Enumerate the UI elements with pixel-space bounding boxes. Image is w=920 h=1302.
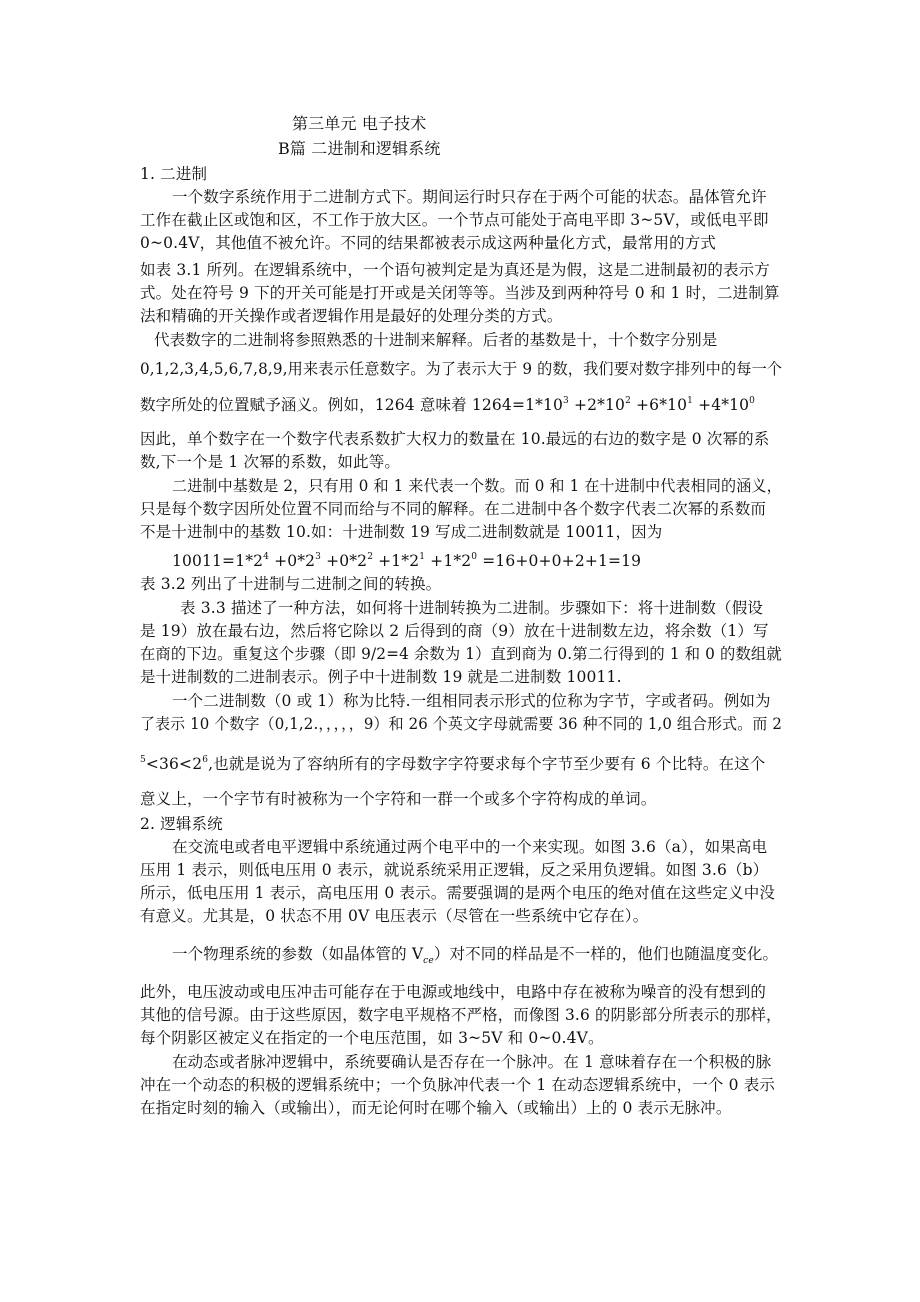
paragraph-line: 是 19）放在最右边，然后将它除以 2 后得到的商（9）放在十进制数左边，将余数（1）写	[140, 622, 769, 640]
text-segment: +2*10	[568, 396, 626, 414]
paragraph-line: 表 3.3 描述了一种方法，如何将十进制转换为二进制。步骤如下：将十进制数（假设	[180, 599, 764, 617]
paragraph-line: 在商的下边。重复这个步骤（即 9/2=4 余数为 1）直到商为 0.第二行得到的 1 和 0 的数组就	[140, 645, 782, 663]
text-segment: +0*2	[321, 552, 368, 570]
paragraph-line: 此外，电压波动或电压冲击可能存在于电源或地线中，电路中存在被称为噪音的没有想到的	[140, 983, 767, 1001]
text-segment: ）对不同的样品是不一样的，他们也随温度变化。	[433, 945, 779, 963]
exponent: 0	[749, 396, 756, 406]
unit-title: 第三单元 电子技术	[292, 114, 427, 133]
paragraph-line: 不是十进制中的基数 10.如：十进制数 19 写成二进制数就是 10011，因为	[140, 523, 663, 541]
exponent: 1	[687, 396, 694, 406]
chapter-title: B篇 二进制和逻辑系统	[278, 139, 441, 158]
exponent: 1	[419, 552, 426, 562]
paragraph-line: 其他的信号源。由于这些原因，数字电平规格不严格，而像图 3.6 的阴影部分所表示的那样，	[140, 1006, 782, 1024]
subscript: ce	[423, 956, 434, 966]
section-heading-logic: 2. 逻辑系统	[140, 815, 223, 833]
paragraph-line: 在指定时刻的输入（或输出），而无论何时在哪个输入（或输出）上的 0 表示无脉冲。	[140, 1099, 732, 1117]
paragraph-line: 代表数字的二进制将参照熟悉的十进制来解释。后者的基数是十，十个数字分别是	[154, 331, 718, 349]
paragraph-line: 一个二进制数（0 或 1）称为比特.一组相同表示形式的位称为字节，字或者码。例如为	[172, 692, 771, 710]
paragraph-line: 了表示 10 个数字（0,1,2.，，，，，9）和 26 个英文字母就需要 36 种不同的 1,0 组合形式。而 2	[140, 715, 782, 733]
paragraph-line: 0~0.4V，其他值不被允许。不同的结果都被表示成这两种量化方式，最常用的方式	[140, 234, 717, 252]
paragraph-line-formula	[140, 754, 765, 774]
text-segment: +1*2	[425, 552, 472, 570]
paragraph-line: 工作在截止区或饱和区，不工作于放大区。一个节点可能处于高电平即 3~5V，或低电平即	[140, 211, 769, 229]
exponent: 6	[202, 755, 209, 765]
text-segment: 一个物理系统的参数（如晶体管的 V	[172, 945, 424, 963]
paragraph-line: 如表 3.1 所列。在逻辑系统中，一个语句被判定是为真还是为假，这是二进制最初的表示方	[140, 261, 770, 279]
text-segment: +6*10	[630, 396, 688, 414]
exponent: 3	[315, 552, 322, 562]
paragraph-line: 只是每个数字因所处位置不同而给与不同的解释。在二进制中各个数字代表二次幂的系数而	[140, 500, 767, 518]
text-segment: ,也就是说为了容纳所有的字母数字字符要求每个字节至少要有 6 个比特。在这个	[208, 755, 766, 773]
section-heading-binary: 1. 二进制	[140, 165, 208, 183]
text-segment: 数字所处的位置赋予涵义。例如，1264 意味着 1264=1*10	[140, 396, 564, 414]
equation-10011	[172, 551, 641, 571]
paragraph-line-formula	[172, 944, 778, 964]
paragraph-line: 数,下一个是 1 次幂的系数，如此等。	[140, 453, 400, 471]
paragraph-line: 因此，单个数字在一个数字代表系数扩大权力的数量在 10.最远的右边的数字是 0 次幂的系	[140, 430, 770, 448]
text-segment: +0*2	[269, 552, 316, 570]
paragraph-line: 每个阴影区被定义在指定的一个电压范围，如 3~5V 和 0~0.4V。	[140, 1029, 604, 1047]
paragraph-line: 有意义。尤其是，0 状态不用 0V 电压表示（尽管在一些系统中它存在）。	[140, 907, 649, 925]
exponent: 0	[471, 552, 478, 562]
paragraph-line: 式。处在符号 9 下的开关可能是打开或是关闭等等。当涉及到两种符号 0 和 1 时，二进制算	[140, 284, 780, 302]
text-segment: +1*2	[373, 552, 420, 570]
paragraph-line: 冲在一个动态的积极的逻辑系统中；一个负脉冲代表一个 1 在动态逻辑系统中，一个 0 表示	[140, 1076, 776, 1094]
exponent: 4	[263, 552, 270, 562]
exponent: 2	[625, 396, 631, 406]
text-segment: =16+0+0+2+1=19	[477, 552, 642, 570]
paragraph-line-formula	[140, 395, 755, 415]
exponent: 3	[563, 396, 569, 406]
text-segment: 10011=1*2	[172, 552, 264, 570]
paragraph-line: 表 3.2 列出了十进制与二进制之间的转换。	[140, 575, 442, 593]
paragraph-line: 所示，低电压用 1 表示，高电压用 0 表示。需要强调的是两个电压的绝对值在这些定义中没	[140, 884, 776, 902]
paragraph-line: 是十进制数的二进制表示。例子中十进制数 19 就是二进制数 10011.	[140, 668, 622, 686]
paragraph-line: 在交流电或者电平逻辑中系统通过两个电平中的一个来实现。如图 3.6（a），如果高电	[172, 838, 768, 856]
paragraph-line: 在动态或者脉冲逻辑中，系统要确认是否存在一个脉冲。在 1 意味着存在一个积极的脉	[172, 1053, 772, 1071]
paragraph-line: 二进制中基数是 2，只有用 0 和 1 来代表一个数。而 0 和 1 在十进制中代表相同的涵义，	[172, 477, 782, 495]
text-segment: +4*10	[693, 396, 750, 414]
exponent: 2	[367, 552, 374, 562]
paragraph-line: 0,1,2,3,4,5,6,7,8,9,用来表示任意数字。为了表示大于 9 的数，我们要对数字排列中的每一个	[140, 360, 783, 378]
paragraph-line: 意义上，一个字节有时被称为一个字符和一群一个或多个字符构成的单词。	[140, 790, 657, 808]
paragraph-line: 法和精确的开关操作或者逻辑作用是最好的处理分类的方式。	[140, 307, 563, 325]
text-segment: <36<2	[145, 755, 203, 773]
paragraph-line: 压用 1 表示，则低电压用 0 表示，就说系统采用正逻辑，反之采用负逻辑。如图 3.6（b）	[140, 861, 769, 879]
paragraph-line: 一个数字系统作用于二进制方式下。期间运行时只存在于两个可能的状态。晶体管允许	[172, 188, 767, 206]
exponent: 5	[140, 755, 146, 765]
